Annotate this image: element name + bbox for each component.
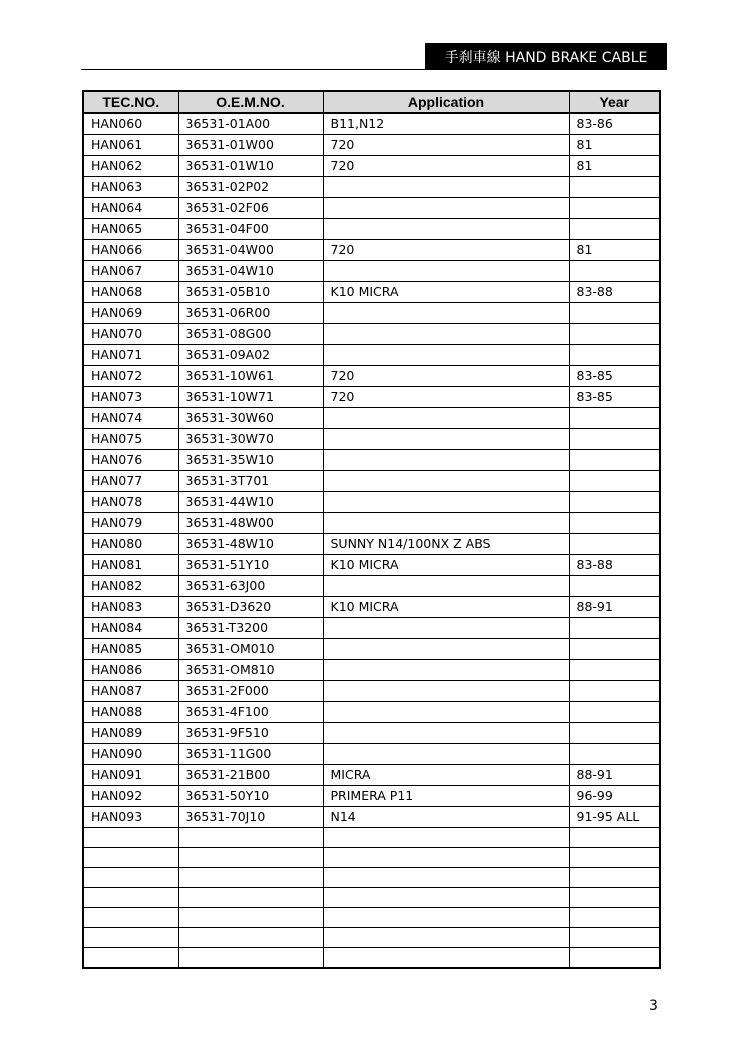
year-cell	[569, 324, 660, 345]
tec-no-cell: HAN069	[83, 303, 178, 324]
oem-no-cell: 36531-OM010	[178, 639, 323, 660]
table-header	[83, 91, 660, 113]
tec-no-cell: HAN063	[83, 177, 178, 198]
table-row	[83, 429, 660, 450]
application-cell	[323, 576, 569, 597]
oem-no-cell: 36531-01A00	[178, 113, 323, 135]
year-cell	[569, 639, 660, 660]
table-row	[83, 261, 660, 282]
tec-no-cell: HAN078	[83, 492, 178, 513]
application-cell	[323, 492, 569, 513]
oem-no-cell: 36531-OM810	[178, 660, 323, 681]
column-header-oem-no: O.E.M.NO.	[178, 91, 323, 113]
year-cell	[569, 303, 660, 324]
tec-no-cell: HAN077	[83, 471, 178, 492]
table-row	[83, 702, 660, 723]
application-cell: PRIMERA P11	[323, 786, 569, 807]
oem-no-cell: 36531-30W70	[178, 429, 323, 450]
tec-no-cell: HAN062	[83, 156, 178, 177]
year-cell	[569, 219, 660, 240]
tec-no-cell: HAN092	[83, 786, 178, 807]
year-cell	[569, 660, 660, 681]
year-cell	[569, 408, 660, 429]
application-cell	[323, 618, 569, 639]
tec-no-cell: HAN065	[83, 219, 178, 240]
application-cell	[323, 723, 569, 744]
application-cell	[323, 848, 569, 868]
oem-no-cell: 36531-48W10	[178, 534, 323, 555]
application-cell	[323, 345, 569, 366]
tec-no-cell	[83, 848, 178, 868]
oem-no-cell: 36531-D3620	[178, 597, 323, 618]
table-row	[83, 156, 660, 177]
oem-no-cell: 36531-30W60	[178, 408, 323, 429]
application-cell: K10 MICRA	[323, 282, 569, 303]
oem-no-cell: 36531-51Y10	[178, 555, 323, 576]
application-cell: B11,N12	[323, 113, 569, 135]
table-row	[83, 387, 660, 408]
oem-no-cell: 36531-50Y10	[178, 786, 323, 807]
oem-no-cell: 36531-04F00	[178, 219, 323, 240]
tec-no-cell: HAN072	[83, 366, 178, 387]
oem-no-cell	[178, 948, 323, 968]
table-row	[83, 135, 660, 156]
table-row	[83, 639, 660, 660]
application-cell: K10 MICRA	[323, 597, 569, 618]
table-row	[83, 848, 660, 868]
oem-no-cell: 36531-10W61	[178, 366, 323, 387]
page-title: 手刹車線 HAND BRAKE CABLE	[425, 43, 667, 70]
oem-no-cell: 36531-06R00	[178, 303, 323, 324]
oem-no-cell: 36531-48W00	[178, 513, 323, 534]
column-header-tec-no: TEC.NO.	[83, 91, 178, 113]
oem-no-cell: 36531-08G00	[178, 324, 323, 345]
tec-no-cell: HAN068	[83, 282, 178, 303]
tec-no-cell: HAN079	[83, 513, 178, 534]
tec-no-cell: HAN075	[83, 429, 178, 450]
year-cell	[569, 908, 660, 928]
year-cell	[569, 534, 660, 555]
application-cell	[323, 177, 569, 198]
tec-no-cell: HAN083	[83, 597, 178, 618]
parts-table	[82, 90, 661, 969]
application-cell: MICRA	[323, 765, 569, 786]
tec-no-cell: HAN067	[83, 261, 178, 282]
tec-no-cell: HAN070	[83, 324, 178, 345]
table-row	[83, 786, 660, 807]
page-number: 3	[649, 998, 658, 1014]
tec-no-cell: HAN061	[83, 135, 178, 156]
application-cell	[323, 303, 569, 324]
application-cell	[323, 324, 569, 345]
application-cell	[323, 744, 569, 765]
application-cell: 720	[323, 366, 569, 387]
table-row	[83, 366, 660, 387]
application-cell	[323, 261, 569, 282]
application-cell	[323, 513, 569, 534]
table-row	[83, 868, 660, 888]
oem-no-cell	[178, 868, 323, 888]
application-cell	[323, 908, 569, 928]
application-cell	[323, 948, 569, 968]
tec-no-cell: HAN090	[83, 744, 178, 765]
table-body	[83, 113, 660, 968]
tec-no-cell	[83, 928, 178, 948]
oem-no-cell	[178, 928, 323, 948]
tec-no-cell: HAN071	[83, 345, 178, 366]
oem-no-cell: 36531-04W10	[178, 261, 323, 282]
year-cell	[569, 681, 660, 702]
tec-no-cell: HAN066	[83, 240, 178, 261]
oem-no-cell: 36531-04W00	[178, 240, 323, 261]
table-row	[83, 177, 660, 198]
oem-no-cell: 36531-02P02	[178, 177, 323, 198]
year-cell: 83-85	[569, 387, 660, 408]
column-header-year: Year	[569, 91, 660, 113]
table-row	[83, 450, 660, 471]
tec-no-cell: HAN084	[83, 618, 178, 639]
application-cell	[323, 660, 569, 681]
tec-no-cell: HAN074	[83, 408, 178, 429]
table-row	[83, 723, 660, 744]
tec-no-cell: HAN089	[83, 723, 178, 744]
application-cell: K10 MICRA	[323, 555, 569, 576]
table-row	[83, 113, 660, 135]
table-row	[83, 660, 660, 681]
table-row	[83, 282, 660, 303]
column-header-application: Application	[323, 91, 569, 113]
year-cell	[569, 492, 660, 513]
year-cell: 91-95 ALL	[569, 807, 660, 828]
application-cell: 720	[323, 240, 569, 261]
year-cell	[569, 888, 660, 908]
table-row	[83, 534, 660, 555]
oem-no-cell: 36531-70J10	[178, 807, 323, 828]
table-row	[83, 744, 660, 765]
oem-no-cell: 36531-4F100	[178, 702, 323, 723]
tec-no-cell	[83, 948, 178, 968]
year-cell	[569, 744, 660, 765]
year-cell	[569, 618, 660, 639]
application-cell	[323, 219, 569, 240]
application-cell: 720	[323, 387, 569, 408]
oem-no-cell: 36531-02F06	[178, 198, 323, 219]
table-row	[83, 948, 660, 968]
oem-no-cell: 36531-11G00	[178, 744, 323, 765]
tec-no-cell: HAN086	[83, 660, 178, 681]
table-row	[83, 828, 660, 848]
year-cell	[569, 261, 660, 282]
application-cell	[323, 888, 569, 908]
application-cell	[323, 868, 569, 888]
oem-no-cell: 36531-35W10	[178, 450, 323, 471]
oem-no-cell: 36531-T3200	[178, 618, 323, 639]
table-row	[83, 324, 660, 345]
oem-no-cell: 36531-05B10	[178, 282, 323, 303]
table-row	[83, 555, 660, 576]
oem-no-cell: 36531-9F510	[178, 723, 323, 744]
tec-no-cell	[83, 868, 178, 888]
application-cell: N14	[323, 807, 569, 828]
tec-no-cell: HAN064	[83, 198, 178, 219]
tec-no-cell: HAN076	[83, 450, 178, 471]
oem-no-cell	[178, 848, 323, 868]
table-row	[83, 198, 660, 219]
oem-no-cell	[178, 908, 323, 928]
table-row	[83, 345, 660, 366]
application-cell	[323, 408, 569, 429]
year-cell	[569, 576, 660, 597]
year-cell	[569, 450, 660, 471]
year-cell	[569, 198, 660, 219]
table-row	[83, 928, 660, 948]
application-cell: SUNNY N14/100NX Z ABS	[323, 534, 569, 555]
oem-no-cell	[178, 888, 323, 908]
table-row	[83, 471, 660, 492]
oem-no-cell	[178, 828, 323, 848]
year-cell	[569, 868, 660, 888]
year-cell: 81	[569, 135, 660, 156]
oem-no-cell: 36531-63J00	[178, 576, 323, 597]
tec-no-cell: HAN085	[83, 639, 178, 660]
application-cell: 720	[323, 156, 569, 177]
tec-no-cell: HAN087	[83, 681, 178, 702]
application-cell	[323, 681, 569, 702]
year-cell: 88-91	[569, 597, 660, 618]
year-cell: 83-88	[569, 282, 660, 303]
table-row	[83, 888, 660, 908]
oem-no-cell: 36531-10W71	[178, 387, 323, 408]
tec-no-cell: HAN082	[83, 576, 178, 597]
year-cell	[569, 345, 660, 366]
oem-no-cell: 36531-01W10	[178, 156, 323, 177]
year-cell	[569, 429, 660, 450]
table-row	[83, 908, 660, 928]
application-cell	[323, 471, 569, 492]
application-cell	[323, 928, 569, 948]
year-cell	[569, 828, 660, 848]
tec-no-cell: HAN060	[83, 113, 178, 135]
year-cell: 83-86	[569, 113, 660, 135]
year-cell	[569, 928, 660, 948]
table-row	[83, 576, 660, 597]
table-row	[83, 681, 660, 702]
application-cell	[323, 702, 569, 723]
oem-no-cell: 36531-3T701	[178, 471, 323, 492]
year-cell	[569, 702, 660, 723]
application-cell	[323, 828, 569, 848]
year-cell: 81	[569, 156, 660, 177]
tec-no-cell	[83, 908, 178, 928]
table-row	[83, 240, 660, 261]
oem-no-cell: 36531-21B00	[178, 765, 323, 786]
year-cell: 83-88	[569, 555, 660, 576]
year-cell	[569, 471, 660, 492]
table-row	[83, 618, 660, 639]
table-row	[83, 807, 660, 828]
year-cell: 83-85	[569, 366, 660, 387]
year-cell	[569, 513, 660, 534]
tec-no-cell	[83, 888, 178, 908]
year-cell: 96-99	[569, 786, 660, 807]
tec-no-cell: HAN091	[83, 765, 178, 786]
tec-no-cell	[83, 828, 178, 848]
tec-no-cell: HAN093	[83, 807, 178, 828]
table-row	[83, 597, 660, 618]
header-row	[83, 91, 660, 113]
tec-no-cell: HAN088	[83, 702, 178, 723]
oem-no-cell: 36531-44W10	[178, 492, 323, 513]
table-row	[83, 303, 660, 324]
application-cell	[323, 639, 569, 660]
year-cell: 81	[569, 240, 660, 261]
oem-no-cell: 36531-01W00	[178, 135, 323, 156]
application-cell	[323, 198, 569, 219]
tec-no-cell: HAN073	[83, 387, 178, 408]
oem-no-cell: 36531-09A02	[178, 345, 323, 366]
application-cell	[323, 429, 569, 450]
table-row	[83, 513, 660, 534]
tec-no-cell: HAN080	[83, 534, 178, 555]
tec-no-cell: HAN081	[83, 555, 178, 576]
year-cell	[569, 948, 660, 968]
application-cell: 720	[323, 135, 569, 156]
oem-no-cell: 36531-2F000	[178, 681, 323, 702]
table-row	[83, 408, 660, 429]
year-cell	[569, 177, 660, 198]
table-row	[83, 219, 660, 240]
year-cell: 88-91	[569, 765, 660, 786]
table-row	[83, 765, 660, 786]
table-row	[83, 492, 660, 513]
application-cell	[323, 450, 569, 471]
year-cell	[569, 848, 660, 868]
year-cell	[569, 723, 660, 744]
